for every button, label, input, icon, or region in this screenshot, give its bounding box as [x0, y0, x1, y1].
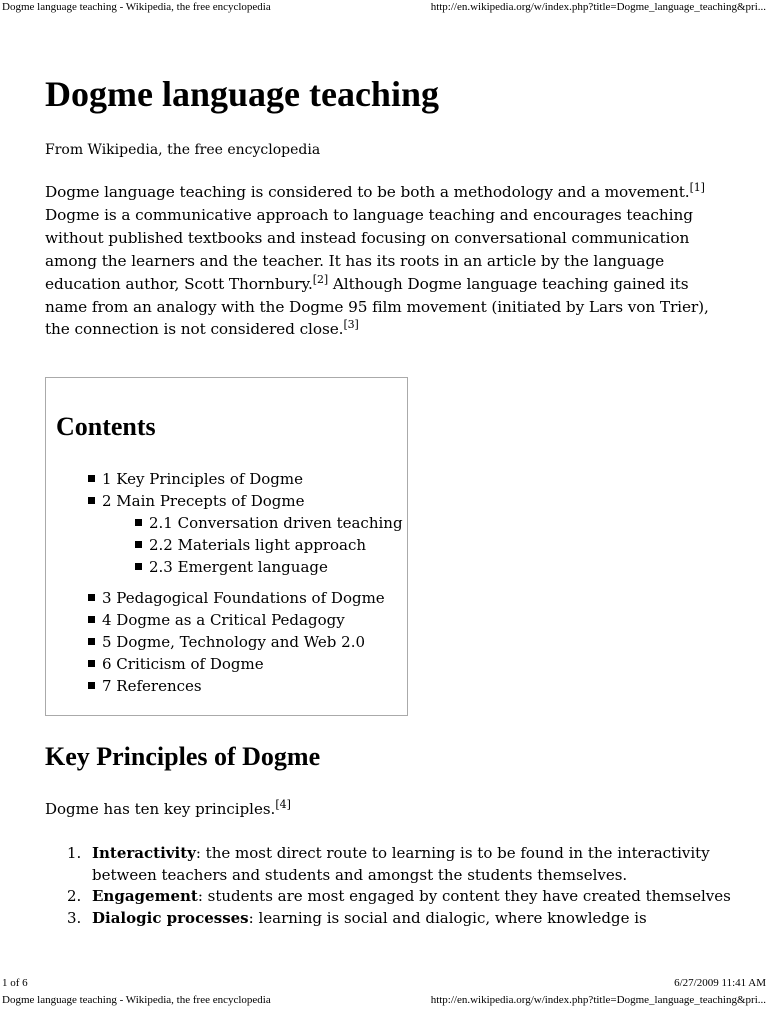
- reference-link-4[interactable]: [4]: [275, 798, 291, 811]
- list-number: 3.: [67, 908, 82, 927]
- bullet-icon: [88, 497, 95, 504]
- principle-term: Dialogic processes: [92, 908, 249, 927]
- section-heading: Key Principles of Dogme: [45, 742, 321, 771]
- list-item: [45, 843, 735, 886]
- principle-text: : the most direct route to learning is to be found in the interactivity between teachers and students and amongst the students themselves.: [92, 844, 710, 884]
- header-page-title: Dogme language teaching - Wikipedia, the free encyclopedia: [2, 1, 271, 13]
- toc-item-references[interactable]: [88, 675, 202, 697]
- intro-paragraph: [45, 181, 735, 341]
- reference-link-2[interactable]: [2]: [312, 272, 329, 286]
- toc-item-key-principles[interactable]: [88, 468, 303, 490]
- principles-list: [45, 843, 735, 929]
- page-title: Dogme language teaching: [45, 74, 439, 114]
- principle-term: Interactivity: [92, 844, 196, 862]
- header-url[interactable]: http://en.wikipedia.org/w/index.php?title=Dogme_language_teaching&pri...: [430, 994, 766, 1006]
- list-item: [45, 908, 735, 930]
- bullet-icon: [88, 660, 95, 667]
- toc-title: Contents: [56, 412, 156, 441]
- toc-item-label: 1 Key Principles of Dogme: [102, 470, 304, 488]
- print-footer: [0, 976, 768, 990]
- list-item: [45, 886, 735, 908]
- principle-term: Engagement: [92, 887, 198, 905]
- header-page-title: Dogme language teaching - Wikipedia, the free encyclopedia: [2, 994, 271, 1006]
- toc-item-pedagogical-foundations[interactable]: [88, 587, 385, 609]
- list-number: 2.: [67, 887, 82, 905]
- toc-item-main-precepts[interactable]: [88, 490, 304, 512]
- header-url[interactable]: http://en.wikipedia.org/w/index.php?title=Dogme_language_teaching&pri...: [430, 1, 766, 13]
- intro-sentence-1: Dogme language teaching is considered to be both a methodology and a movement.: [45, 183, 690, 201]
- principle-text: : students are most engaged by content they have created themselves: [197, 887, 731, 905]
- bullet-icon: [88, 638, 95, 645]
- reference-link-1[interactable]: [1]: [689, 181, 705, 194]
- toc-item-label: 2 Main Precepts of Dogme: [102, 492, 305, 510]
- site-subtitle: From Wikipedia, the free encyclopedia: [45, 142, 321, 158]
- table-of-contents: [45, 377, 408, 716]
- section-intro-text: Dogme has ten key principles.: [45, 800, 276, 818]
- bullet-icon: [135, 563, 142, 570]
- toc-item-conversation[interactable]: [135, 512, 403, 534]
- toc-item-label: 6 Criticism of Dogme: [102, 655, 264, 673]
- next-page-header: [0, 993, 768, 1007]
- toc-item-label: 2.2 Materials light approach: [149, 536, 367, 554]
- toc-item-label: 5 Dogme, Technology and Web 2.0: [102, 633, 366, 651]
- toc-item-label: 7 References: [102, 677, 202, 695]
- toc-item-criticism[interactable]: [88, 653, 264, 675]
- toc-item-materials-light[interactable]: [135, 534, 366, 556]
- bullet-icon: [135, 519, 142, 526]
- section-intro: [45, 798, 291, 820]
- toc-item-emergent-language[interactable]: [135, 556, 328, 578]
- bullet-icon: [88, 594, 95, 601]
- bullet-icon: [88, 475, 95, 482]
- reference-link-3[interactable]: [3]: [343, 318, 359, 332]
- toc-item-label: 2.3 Emergent language: [149, 558, 328, 576]
- print-header: [0, 0, 768, 14]
- toc-item-technology-web[interactable]: [88, 631, 365, 653]
- intro-sentence-3: Although Dogme language teaching gained its name from an analogy with the Dogme 95 film movement (initiated by Lars von Trier), the connection is not considered close.: [45, 274, 709, 339]
- page-number: 1 of 6: [2, 977, 28, 989]
- list-number: 1.: [67, 844, 82, 862]
- toc-item-critical-pedagogy[interactable]: [88, 609, 345, 631]
- toc-item-label: 2.1 Conversation driven teaching: [149, 514, 403, 532]
- toc-item-label: 3 Pedagogical Foundations of Dogme: [102, 589, 385, 607]
- bullet-icon: [88, 616, 95, 623]
- bullet-icon: [135, 541, 142, 548]
- bullet-icon: [88, 682, 95, 689]
- print-timestamp: 6/27/2009 11:41 AM: [674, 977, 766, 989]
- toc-item-label: 4 Dogme as a Critical Pedagogy: [102, 611, 345, 629]
- principle-text: : learning is social and dialogic, where knowledge is: [248, 908, 647, 927]
- intro-sentence-2: Dogme is a communicative approach to language teaching and encourages teaching without published textbooks and instead focusing on conversational communication among the learners and the teacher. It has its roots in an article by the language education author, Scott Thornbury.: [45, 205, 693, 293]
